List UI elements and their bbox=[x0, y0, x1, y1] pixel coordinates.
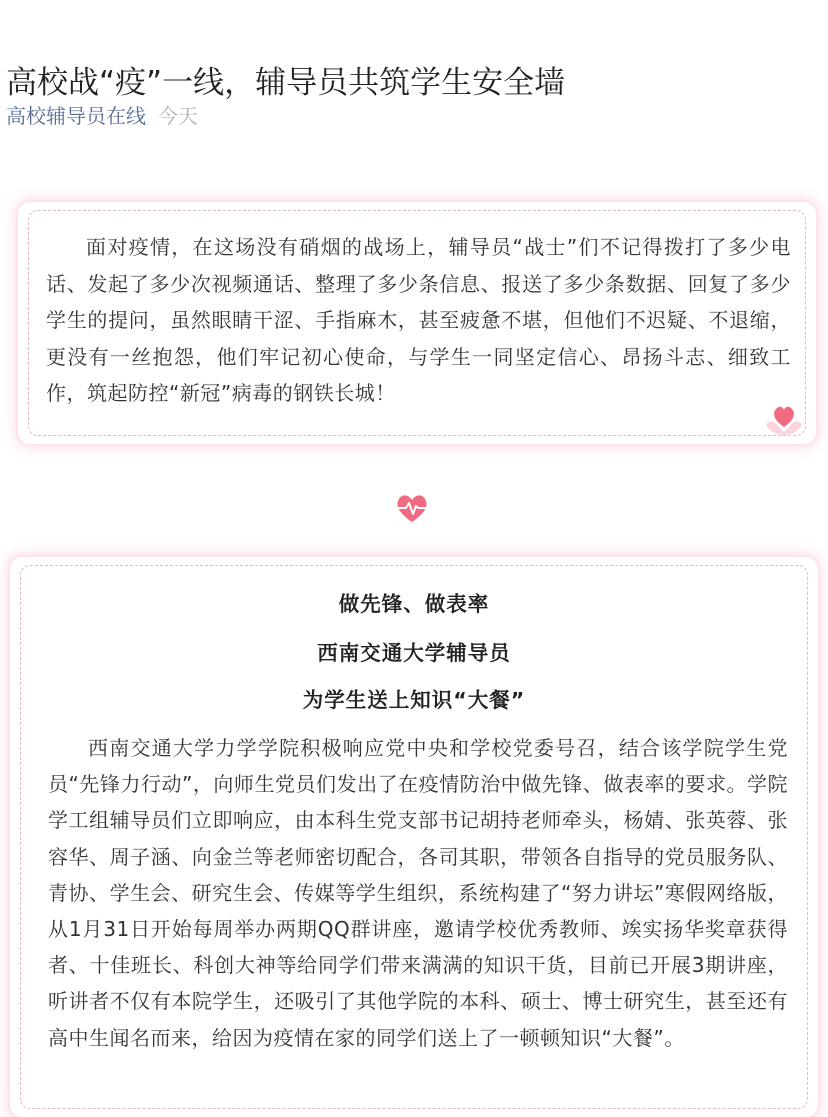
article-title: 高校战“疫”一线，辅导员共筑学生安全墙 bbox=[6, 64, 566, 101]
account-name-link[interactable]: 高校辅导员在线 bbox=[6, 104, 146, 128]
section-heading-1: 做先锋、做表率 bbox=[338, 592, 490, 616]
heart-hands-icon bbox=[764, 400, 804, 436]
article-meta bbox=[6, 101, 198, 131]
publish-date: 今天 bbox=[158, 104, 198, 128]
heartbeat-heart-icon bbox=[393, 491, 431, 525]
intro-paragraph: 面对疫情，在这场没有硝烟的战场上，辅导员“战士”们不记得拨打了多少电话、发起了多少次视频通话、整理了多少条信息、报送了多少条数据、回复了多少学生的提问，虽然眼睛干涩、手指麻木，甚至疲惫不堪，但他们不迟疑、不退缩，更没有一丝抱怨，他们牢记初心使命，与学生一同坚定信心、昂扬斗志、细致工作，筑起防控“新冠”病毒的钢铁长城！ bbox=[46, 235, 791, 405]
section-heading-2: 西南交通大学辅导员 bbox=[317, 641, 511, 665]
section-paragraph: 西南交通大学力学学院积极响应党中央和学校党委号召，结合该学院学生党员“先锋力行动”，向师生党员们发出了在疫情防治中做先锋、做表率的要求。学院学工组辅导员们立即响应，由本科生党支部书记胡持老师牵头，杨婧、张英蓉、张容华、周子涵、向金兰等老师密切配合，各司其职，带领各自指导的党员服务队、青协、学生会、研究生会、传媒等学生组织，系统构建了“努力讲坛”寒假网络版，从1月31日开始每周举办两期QQ群讲座，邀请学校优秀教师、竢实扬华奖章获得者、十佳班长、科创大神等给同学们带来满满的知识干货，目前已开展3期讲座，听讲者不仅有本院学生，还吸引了其他学院的本科、硕士、博士研究生，甚至还有高中生闻名而来，给因为疫情在家的同学们送上了一顿顿知识“大餐”。 bbox=[48, 736, 788, 1050]
section-card bbox=[10, 557, 818, 1117]
intro-card bbox=[18, 202, 816, 444]
section-heading-3: 为学生送上知识“大餐” bbox=[302, 688, 526, 712]
